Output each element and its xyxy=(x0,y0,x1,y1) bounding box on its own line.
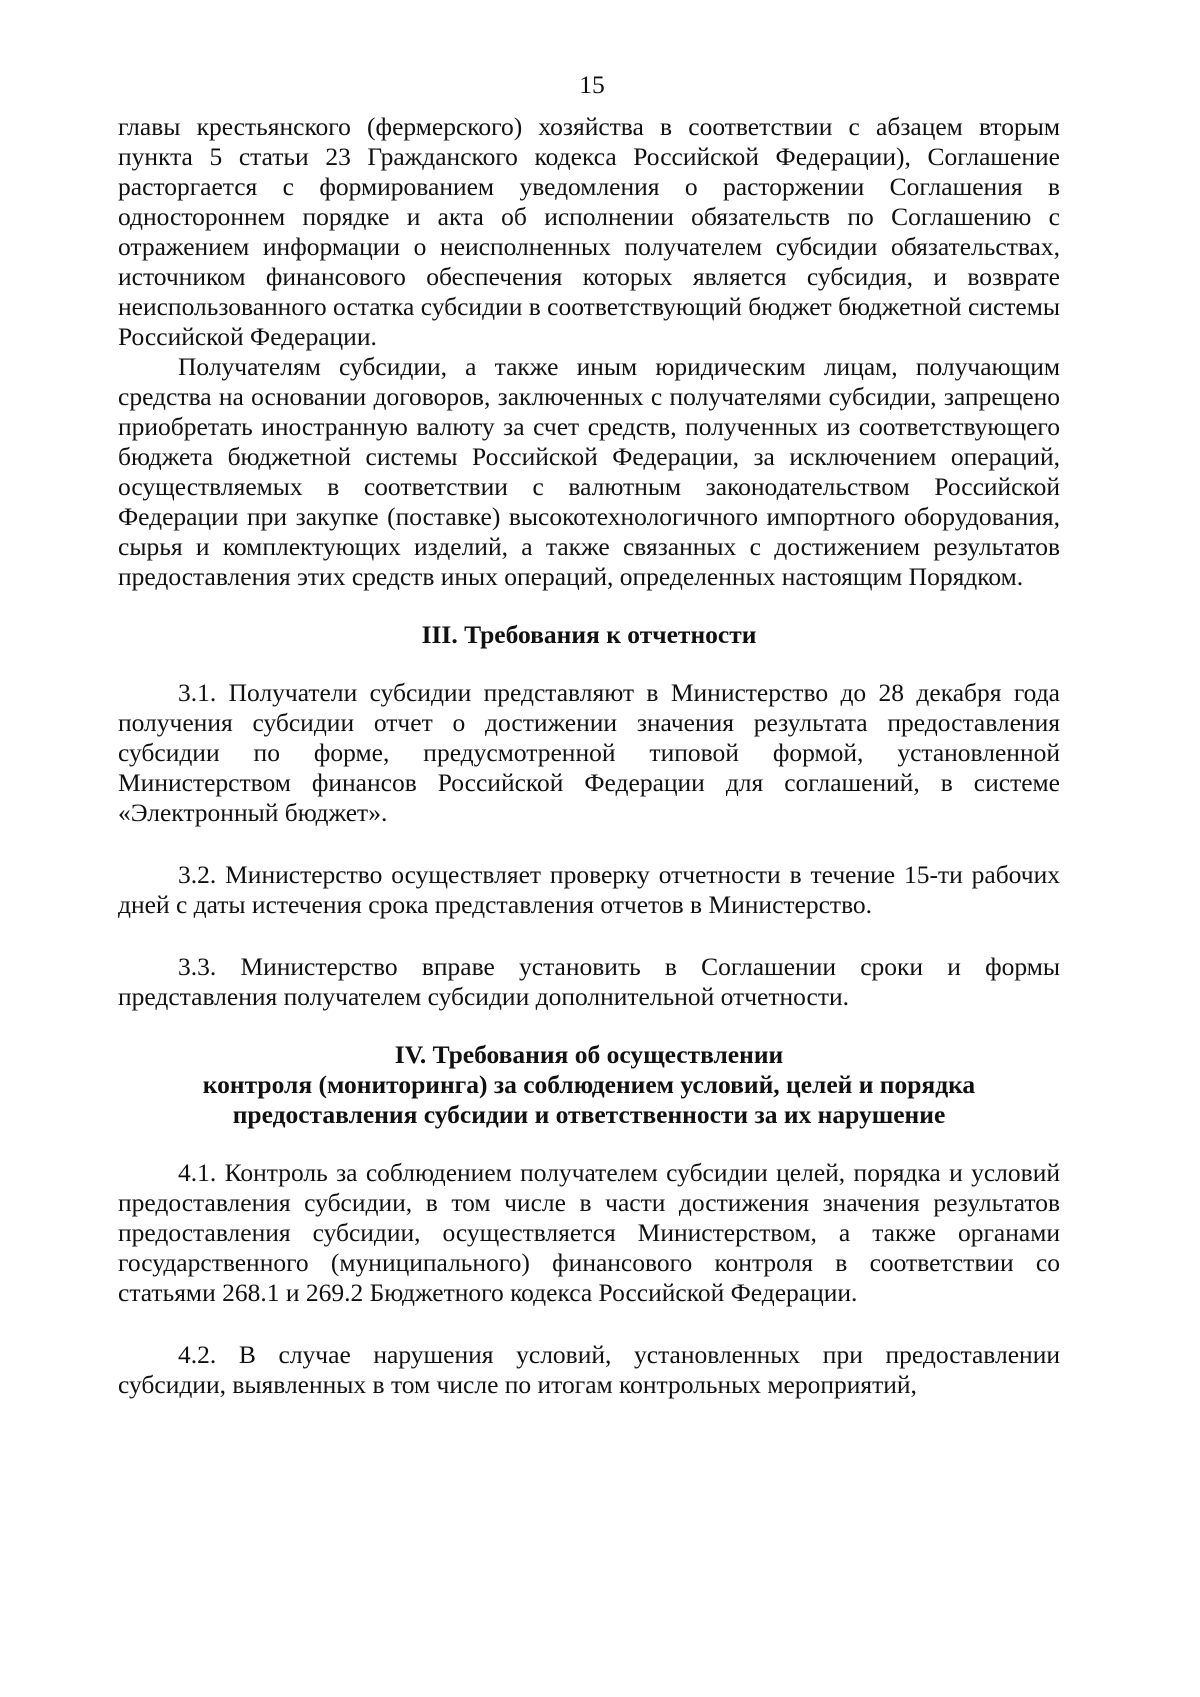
clause-4-1: 4.1. Контроль за соблюдением получателем субсидии целей, порядка и условий предоставления субсидии, в том числе в части достижения значения результатов предоставления субсидии, осуществляется Министерством, а также органами государственного (муниципального) финансового контроля в соответствии со статьями 268.1 и 269.2 Бюджетного кодекса Российской Федерации. xyxy=(118,1158,1060,1307)
clause-4-2: 4.2. В случае нарушения условий, установленных при предоставлении субсидии, выявленных в том числе по итогам контрольных мероприятий, xyxy=(118,1340,1060,1399)
paragraph-continuation: главы крестьянского (фермерского) хозяйства в соответствии с абзацем вторым пункта 5 статьи 23 Гражданского кодекса Российской Федерации), Соглашение расторгается с формированием уведомления о расторжении Соглашения в одностороннем порядке и акта об исполнении обязательств по Соглашению с отражением информации о неисполненных получателем субсидии обязательствах, источником финансового обеспечения которых является субсидия, и возврате неиспользованного остатка субсидии в соответствующий бюджет бюджетной системы Российской Федерации. xyxy=(118,112,1060,351)
clause-3-3: 3.3. Министерство вправе установить в Соглашении сроки и формы представления получателем субсидии дополнительной отчетности. xyxy=(118,952,1060,1011)
section-heading-control-line2: контроля (мониторинга) за соблюдением условий, целей и порядка xyxy=(202,1070,976,1099)
clause-3-2: 3.2. Министерство осуществляет проверку отчетности в течение 15-ти рабочих дней с даты истечения срока представления отчетов в Министерство. xyxy=(118,860,1060,919)
document-page xyxy=(118,70,1060,1400)
clause-3-1: 3.1. Получатели субсидии представляют в Министерство до 28 декабря года получения субсидии отчет о достижении значения результата предоставления субсидии по форме, предусмотренной типовой формой, установленной Министерством финансов Российской Федерации для соглашений, в системе «Электронный бюджет». xyxy=(118,678,1060,827)
page-number: 15 xyxy=(579,70,605,99)
section-heading-reporting: III. Требования к отчетности xyxy=(421,620,757,649)
paragraph-currency-restriction: Получателям субсидии, а также иным юридическим лицам, получающим средства на основании договоров, заключенных с получателями субсидии, запрещено приобретать иностранную валюту за счет средств, полученных из соответствующего бюджета бюджетной системы Российской Федерации, за исключением операций, осуществляемых в соответствии с валютным законодательством Российской Федерации при закупке (поставке) высокотехнологичного импортного оборудования, сырья и комплектующих изделий, а также связанных с достижением результатов предоставления этих средств иных операций, определенных настоящим Порядком. xyxy=(118,352,1060,591)
section-heading-control-line1: IV. Требования об осуществлении xyxy=(394,1040,784,1069)
section-heading-control-line3: предоставления субсидии и ответственности за их нарушение xyxy=(232,1100,946,1129)
